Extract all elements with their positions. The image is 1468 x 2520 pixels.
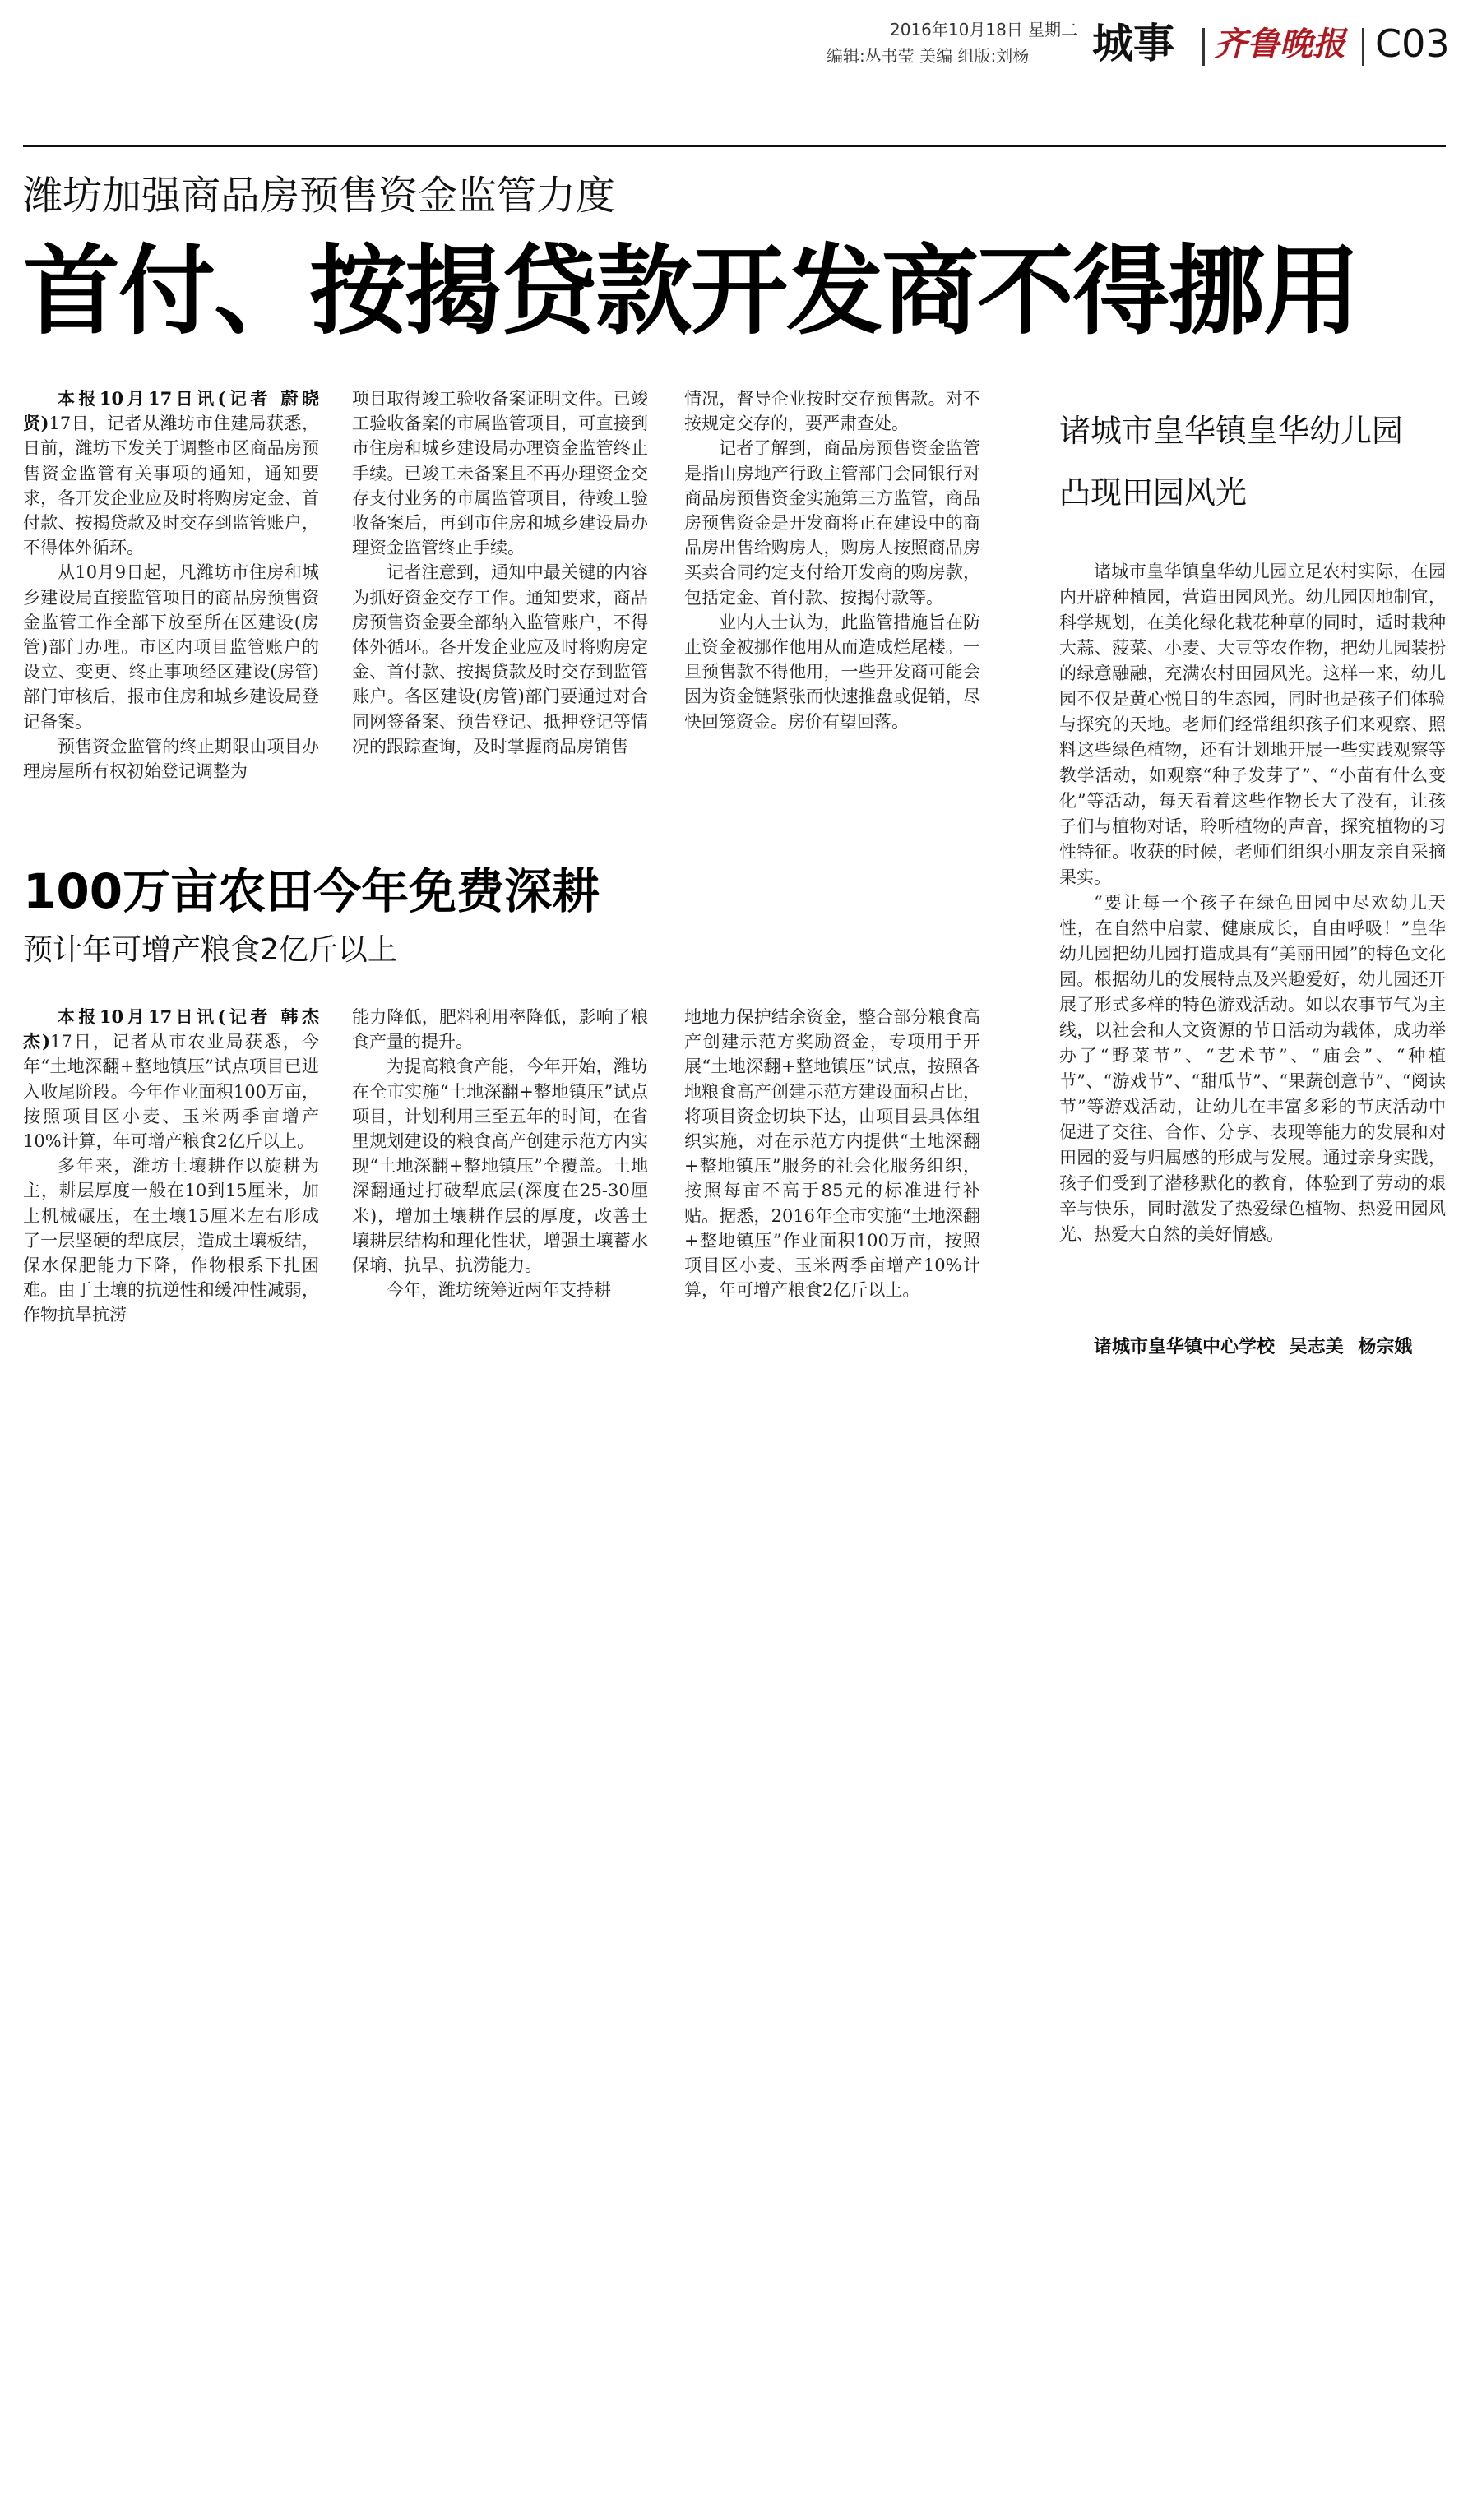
- header-rule: [23, 145, 1446, 147]
- editor-credits: 编辑:丛书莹 美编 组版:刘杨: [827, 46, 1030, 66]
- article3-headline-line2: 凸现田园风光: [1059, 474, 1248, 511]
- article2-paragraph: 能力降低，肥料利用率降低，影响了粮食产量的提升。: [352, 1007, 648, 1052]
- article3-headline: 诸城市皇华镇皇华幼儿园: [1059, 413, 1404, 449]
- header-divider: [1362, 28, 1364, 66]
- article2-paragraph: 多年来，潍坊土壤耕作以旋耕为主，耕层厚度一般在10到15厘米，加上机械碾压，在土壤15厘米左右形成了一层坚硬的犁底层，造成土壤板结，保水保肥能力下降，作物根系下扎困难。由于土壤的抗逆性和缓冲性减弱，作物抗旱抗涝: [23, 1156, 319, 1325]
- section-name: 城事: [1092, 20, 1174, 67]
- article1-paragraph: 情况，督导企业按时交存预售款。对不按规定交存的，要严肃查处。: [684, 389, 980, 434]
- article1-paragraph: 从10月9日起，凡潍坊市住房和城乡建设局直接监管项目的商品房预售资金监管工作全部下放至所在区建设(房管)部门办理。市区内项目监管账户的设立、变更、终止事项经区建设(房管)部门审核后，报市住房和城乡建设局登记备案。: [23, 562, 319, 732]
- article3-paragraph: 诸城市皇华镇皇华幼儿园立足农村实际，在园内开辟种植园，营造田园风光。幼儿园因地制宜，科学规划，在美化绿化栽花种草的同时，适时栽种大蒜、菠菜、小麦、大豆等农作物，把幼儿园装扮的绿意融融，充满农村田园风光。这样一来，幼儿园不仅是黄心悦目的生态园，同时也是孩子们体验与探究的天地。老师们经常组织孩子们来观察、照料这些绿色植物，还有计划地开展一些实践观察等教学活动，如观察“种子发芽了”、“小苗有什么变化”等活动，每天看着这些作物长大了没有，让孩子们与植物对话，聆听植物的声音，探究植物的习性特征。收获的时候，老师们组织小朋友亲自采摘果实。: [1059, 562, 1446, 887]
- article1-kicker: 潍坊加强商品房预售资金监管力度: [23, 173, 616, 219]
- article1-paragraph: 记者注意到，通知中最关键的内容为抓好资金交存工作。通知要求，商品房预售资金要全部纳入监管账户，不得体外循环。各开发企业应及时将购房定金、首付款、按揭贷款及时交存到监管账户。各区建设(房管)部门要通过对合同网签备案、预告登记、抵押登记等情况的跟踪查询，及时掌握商品房销售: [352, 562, 648, 756]
- article2-column-1: [23, 1005, 319, 1334]
- article1-column-2: [352, 386, 648, 814]
- article1-paragraph: 预售资金监管的终止期限由项目办理房屋所有权初始登记调整为: [23, 736, 319, 782]
- article1-paragraph: 业内人士认为，此监管措施旨在防止资金被挪作他用从而造成烂尾楼。一旦预售款不得他用，一些开发商可能会因为资金链紧张而快速推盘或促销，尽快回笼资金。房价有望回落。: [684, 612, 980, 732]
- article2-byline: 本报10月17日讯(记者 韩杰杰): [23, 1006, 319, 1052]
- article1-paragraph: 项目取得竣工验收备案证明文件。已竣工验收备案的市属监管项目，可直接到市住房和城乡建设局办理资金监管终止手续。已竣工未备案且不再办理资金交存支付业务的市属监管项目，待竣工验收备案后，再到市住房和城乡建设局办理资金监管终止手续。: [352, 389, 648, 558]
- article2-column-2: [352, 1005, 648, 1334]
- article3-paragraph: “要让每一个孩子在绿色田园中尽欢幼儿天性，在自然中启蒙、健康成长，自由呼吸！”皇华幼儿园把幼儿园打造成具有“美丽田园”的特色文化园。根据幼儿的发展特点及兴趣爱好，幼儿园还开展了形式多样的特色游戏活动。如以农事节气为主线，以社会和人文资源的节日活动为载体，成功举办了“野菜节”、“艺术节”、“庙会”、“种植节”、“游戏节”、“甜瓜节”、“果蔬创意节”、“阅读节”等游戏活动，让幼儿在丰富多彩的节庆活动中促进了交往、合作、分享、表现等能力的发展和对田园的爱与归属感的形成与发展。通过亲身实践，孩子们受到了潜移默化的教育，体验到了劳动的艰辛与快乐，同时激发了热爱绿色植物、热爱田园风光、热爱大自然的美好情感。: [1059, 893, 1446, 1244]
- article2-subhead: 预计年可增产粮食2亿斤以上: [23, 933, 397, 967]
- article2-paragraph: 为提高粮食产能，今年开始，潍坊在全市实施“土地深翻+整地镇压”试点项目，计划利用三至五年的时间，在省里规划建设的粮食高产创建示范方内实现“土地深翻+整地镇压”全覆盖。土地深翻通过打破犁底层(深度在25-30厘米)，增加土壤耕作层的厚度，改善土壤耕层结构和理化性状，增强土壤蓄水保墒、抗旱、抗涝能力。: [352, 1057, 648, 1276]
- page-number: C03: [1375, 21, 1450, 66]
- article1-paragraph: 17日，记者从潍坊市住建局获悉，日前，潍坊下发关于调整市区商品房预售资金监管有关事项的通知，通知要求，各开发企业应及时将购房定金、首付款、按揭贷款及时交存到监管账户，不得体外循环。: [23, 414, 319, 558]
- article1-byline: 本报10月17日讯(记者 蔚晓贤): [23, 388, 319, 434]
- article1-column-3: [684, 386, 980, 814]
- article1-paragraph: 记者了解到，商品房预售资金监管是指由房地产行政主管部门会同银行对商品房预售资金实施第三方监管，商品房预售资金是开发商将正在建设中的商品房出售给购房人，购房人按照商品房买卖合同约定支付给开发商的购房款，包括定金、首付款、按揭付款等。: [684, 438, 980, 608]
- article2-paragraph: 地地力保护结余资金，整合部分粮食高产创建示范方奖励资金，专项用于开展“土地深翻+整地镇压”试点，按照各地粮食高产创建示范方建设面积占比，将项目资金切块下达，由项目县具体组织实施，对在示范方内提供“土地深翻+整地镇压”服务的社会化服务组织，按照每亩不高于85元的标准进行补贴。据悉，2016年全市实施“土地深翻+整地镇压”作业面积100万亩，按照项目区小麦、玉米两季亩增产10%计算，年可增产粮食2亿斤以上。: [684, 1007, 980, 1301]
- article2-paragraph: 今年，潍坊统筹近两年支持耕: [387, 1280, 611, 1301]
- article3-signature: 诸城市皇华镇中心学校 吴志美 杨宗娥: [1094, 1336, 1413, 1357]
- article1-headline: 首付、按揭贷款开发商不得挪用: [23, 234, 1359, 348]
- article2-headline: 100万亩农田今年免费深耕: [23, 863, 600, 919]
- issue-date: 2016年10月18日 星期二: [890, 20, 1078, 39]
- header-divider: [1202, 28, 1205, 66]
- article2-paragraph: 17日，记者从市农业局获悉，今年“土地深翻+整地镇压”试点项目已进入收尾阶段。今年作业面积100万亩，按照项目区小麦、玉米两季亩增产10%计算，年可增产粮食2亿斤以上。: [23, 1032, 319, 1152]
- article3-body: [1059, 559, 1446, 1340]
- newspaper-logo: 齐鲁晚报: [1214, 25, 1345, 63]
- article2-column-3: [684, 1005, 980, 1334]
- article1-column-1: [23, 386, 319, 814]
